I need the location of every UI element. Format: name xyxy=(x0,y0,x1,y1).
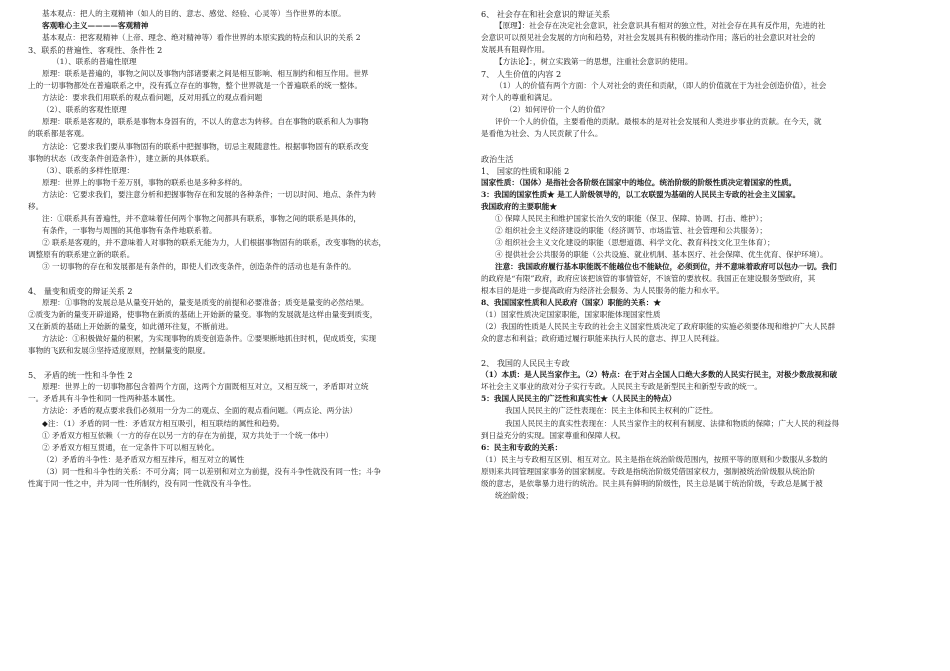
text-line: 8、我国国家性质和人民政府（国家）职能的关系：★ xyxy=(481,298,661,308)
text-line: ② 联系是客观的，并不意味着人对事物的联系无能为力，人们根据事物固有的联系，改变事物的状态， xyxy=(42,237,387,247)
text-line: 6：民主和专政的关系： xyxy=(481,442,563,452)
text-line: 5：我国人民民主的广泛性和真实性★（人民民主的特点） xyxy=(481,394,677,404)
text-line: 事物的飞跃和发展③坚持适度原则，控制量变的限度。 xyxy=(28,346,211,356)
text-line: 我国人民民主的广泛性表现在：民主主体和民主权利的广泛性。 xyxy=(505,406,718,416)
text-line: 根本目的是进一步提高政府为经济社会服务、为人民服务的能力和水平。 xyxy=(481,286,724,296)
left-column xyxy=(28,8,468,490)
text-line: 我国人民民主的真实性表现在：人民当家作主的权利有制度、法律和物质的保障；广大人民的利益得 xyxy=(505,418,840,428)
text-line: 方法论：它要求我们，要注意分析和把握事物存在和发展的各种条件；一切以时间、地点、条件为转 xyxy=(42,189,377,199)
text-line: 移。 xyxy=(28,201,44,211)
text-line: 原理：联系是普遍的，事物之间以及事物内部诸要素之间是相互影响、相互制约和相互作用。世界 xyxy=(42,69,369,79)
text-line: 方法论：矛盾的观点要求我们必须用一分为二的观点、全面的观点看问题。（两点论、两分法） xyxy=(42,406,358,416)
text-line: 4、 量变和质变的辩证关系 2 xyxy=(28,286,133,297)
spacer xyxy=(481,141,921,153)
text-line: （3）、联系的多样性原理： xyxy=(42,165,135,175)
text-line: 众的意志和利益；政府通过履行职能来执行人民的意志、捍卫人民利益。 xyxy=(481,334,724,344)
text-line: （2）我国的性质是人民民主专政的社会主义国家性质决定了政府职能的实施必须要体现和维护广大人民群 xyxy=(481,322,836,332)
text-line: 方法论：要求我们用联系的观点看问题，反对用孤立的观点看问题 xyxy=(42,93,263,103)
text-line: （2）如何评价一个人的价值？ xyxy=(505,105,609,115)
text-line: ① 保障人民民主和维护国家长治久安的职能（保卫、保障、协调、打击、维护）； xyxy=(495,213,767,223)
text-line: ◆注：（1）矛盾的同一性：矛盾双方相互吸引，相互联结的属性和趋势。 xyxy=(42,418,285,428)
text-line: 3：我国的国家性质★ 是工人阶级领导的，以工农联盟为基础的人民民主专政的社会主义国家。 xyxy=(481,189,801,199)
text-line: ②质变为新的量变开辟道路，使事物在新质的基础上开始新的量变。事物的发展就是这样由量变到质变， xyxy=(28,310,378,320)
text-line: 【方法论】：，树立实践第一的思想，注重社会意识的使用。 xyxy=(495,57,693,67)
text-line: 我国政府的主要职能★ xyxy=(481,201,557,211)
text-line: （3）同一性和斗争性的关系：不可分离；同一以差别和对立为前提，没有斗争性就没有同一性；斗争 xyxy=(42,466,381,476)
text-line: （1）本质：是人民当家作主。（2）特点：在于对占全国人口绝大多数的人民实行民主，对极少数敌视和破 xyxy=(481,370,838,380)
text-line: ② 矛盾双方相互贯通，在一定条件下可以相互转化。 xyxy=(42,442,220,452)
spacer xyxy=(28,273,468,285)
text-line: 7、 人生价值的内容 2 xyxy=(481,69,562,80)
text-line: 方法论：它要求我们要从事物固有的联系中把握事物，切忌主观随意性。根据事物固有的联系改变 xyxy=(42,141,369,151)
text-line: 到日益充分的实现。国家尊重和保障人权。 xyxy=(481,430,626,440)
text-line: ① 矛盾双方相互依赖（一方的存在以另一方的存在为前提，双方共处于一个统一体中） xyxy=(42,430,333,440)
text-line: 上的一切事物都处在普遍联系之中，没有孤立存在的事物，整个世界就是一个普遍联系的统一整体。 xyxy=(28,81,363,91)
text-line: 一。矛盾具有斗争性和同一性两种基本属性。 xyxy=(28,394,180,404)
text-line: 政治生活 xyxy=(481,153,514,164)
text-line: 基本观点：把人的主观精神（如人的目的、意志、感觉、经验、心灵等）当作世界的本原。 xyxy=(42,9,346,18)
text-line: 对个人的尊重和满足。 xyxy=(481,93,557,103)
right-column xyxy=(481,8,921,502)
text-line: 国家性质：（国体）是指社会各阶级在国家中的地位。统治阶级的阶级性质决定着国家的性质。 xyxy=(481,177,797,187)
text-line: 注：①联系具有普遍性，并不意味着任何两个事物之间都具有联系，事物之间的联系是具体的， xyxy=(42,213,361,223)
text-line: 又在新质的基础上开始新的量变，如此循环往复，不断前进。 xyxy=(28,322,234,332)
text-line: 2、 我国的人民民主专政 xyxy=(481,358,570,369)
text-line: 有条件，一事物与周围的其他事物有条件地联系着。 xyxy=(42,225,217,235)
text-line: 3、联系的普遍性、客观性、条件性 2 xyxy=(28,45,163,56)
text-line: 统治阶级； xyxy=(495,490,533,500)
text-line: （2）矛盾的斗争性：是矛盾双方相互排斥，相互对立的属性 xyxy=(42,454,245,464)
text-line: ③ 一切事物的存在和发展都是有条件的，即使人们改变条件，创造条件的活动也是有条件的。 xyxy=(42,261,356,271)
text-line: （1）国家性质决定国家职能，国家职能体现国家性质 xyxy=(481,310,661,320)
text-line: 的联系都是客观。 xyxy=(28,129,89,139)
text-line: 1、 国家的性质和职能 2 xyxy=(481,165,570,176)
text-line: 会意识可以预见社会发展的方向和趋势，对社会发展具有积极的推动作用；落后的社会意识对社会的 xyxy=(481,33,816,43)
text-line: 是看他为社会、为人民贡献了什么。 xyxy=(481,129,603,139)
text-line: 事物的状态（改变条件创造条件），建立新的具体联系。 xyxy=(28,153,215,163)
text-line: 方法论：①积极做好量的积累，为实现事物的质变创造条件。②要果断地抓住时机，促成质变，实现 xyxy=(42,334,377,344)
text-line: 发展具有阻碍作用。 xyxy=(481,45,550,55)
text-line: 评价一个人的价值，主要看他的贡献。最根本的是对社会发展和人类进步事业的贡献。在今天，就 xyxy=(495,117,822,127)
text-line: ④ 提供社会公共服务的职能（公共设施、就业机制、基本医疗、社会保障、优生优育、保护环境）。 xyxy=(495,249,828,259)
text-line: 6、 社会存在和社会意识的辩证关系 xyxy=(481,9,611,19)
text-line: ② 组织社会主义经济建设的职能（经济调节、市场监管、社会管理和公共服务）； xyxy=(495,225,767,235)
text-line: 调整原有的联系建立新的联系。 xyxy=(28,249,135,259)
text-line: 坏社会主义事业的敌对分子实行专政。人民民主专政是新型民主和新型专政的统一。 xyxy=(481,382,762,392)
spacer xyxy=(28,357,468,369)
text-line: 原则来共同管理国家事务的国家制度。专政是指统治阶级凭借国家权力，强制被统治阶级服从统治阶 xyxy=(481,466,816,476)
text-line: 原理：①事物的发展总是从量变开始的，量变是质变的前提和必要准备；质变是量变的必然结果。 xyxy=(42,298,369,308)
text-line: 性寓于同一性之中，并为同一性所制约，没有同一性就没有斗争性。 xyxy=(28,478,256,488)
text-line: 级的意志，是依靠暴力进行的统治。民主具有鲜明的阶级性，民主总是属于统治阶级，专政总是属于被 xyxy=(481,478,823,488)
text-line: ③ 组织社会主义文化建设的职能（思想道德、科学文化、教育科技文化卫生体育）； xyxy=(495,237,775,247)
text-line: （1）、联系的普遍性原理 xyxy=(52,57,137,67)
text-line: （1）人的价值有两个方面：个人对社会的责任和贡献，（即人的价值就在于为社会创造价值），社会 xyxy=(495,81,827,91)
spacer xyxy=(481,345,921,357)
text-line: 原理：世界上的一切事物都包含着两个方面，这两个方面既相互对立，又相互统一，矛盾即对立统 xyxy=(42,382,369,392)
text-line: 原理：世界上的事物千差万别，事物的联系也是多种多样的。 xyxy=(42,177,248,187)
text-line: 原理：联系是客观的，联系是事物本身固有的，不以人的意志为转移。自在事物的联系和人为事物 xyxy=(42,117,369,127)
text-line: 5、 矛盾的统一性和斗争性 2 xyxy=(28,370,133,381)
text-line: 基本观点：把客观精神（上帝、理念、绝对精神等）看作世界的本原实践的特点和认识的关系 2 xyxy=(42,33,361,43)
text-line: （2）、联系的客观性原理 xyxy=(42,105,127,115)
text-line: 注意：我国政府履行基本职能既不能越位也不能缺位，必须到位，并不意味着政府可以包办一切。我们 xyxy=(495,261,837,271)
text-line: 的政府是“有限”政府，政府应该把该管的事情管好，不该管的要放权。我国正在建设服务型政府，其 xyxy=(481,273,816,283)
text-line: （1）民主与专政相互区别、相互对立。民主是指在统治阶级范围内，按照平等的原则和少数服从多数的 xyxy=(481,454,828,464)
text-line: 客观唯心主义————客观精神 xyxy=(42,21,149,31)
text-line: 【原理】：社会存在决定社会意识，社会意识具有相对的独立性，对社会存在具有反作用，先进的社 xyxy=(495,21,826,31)
